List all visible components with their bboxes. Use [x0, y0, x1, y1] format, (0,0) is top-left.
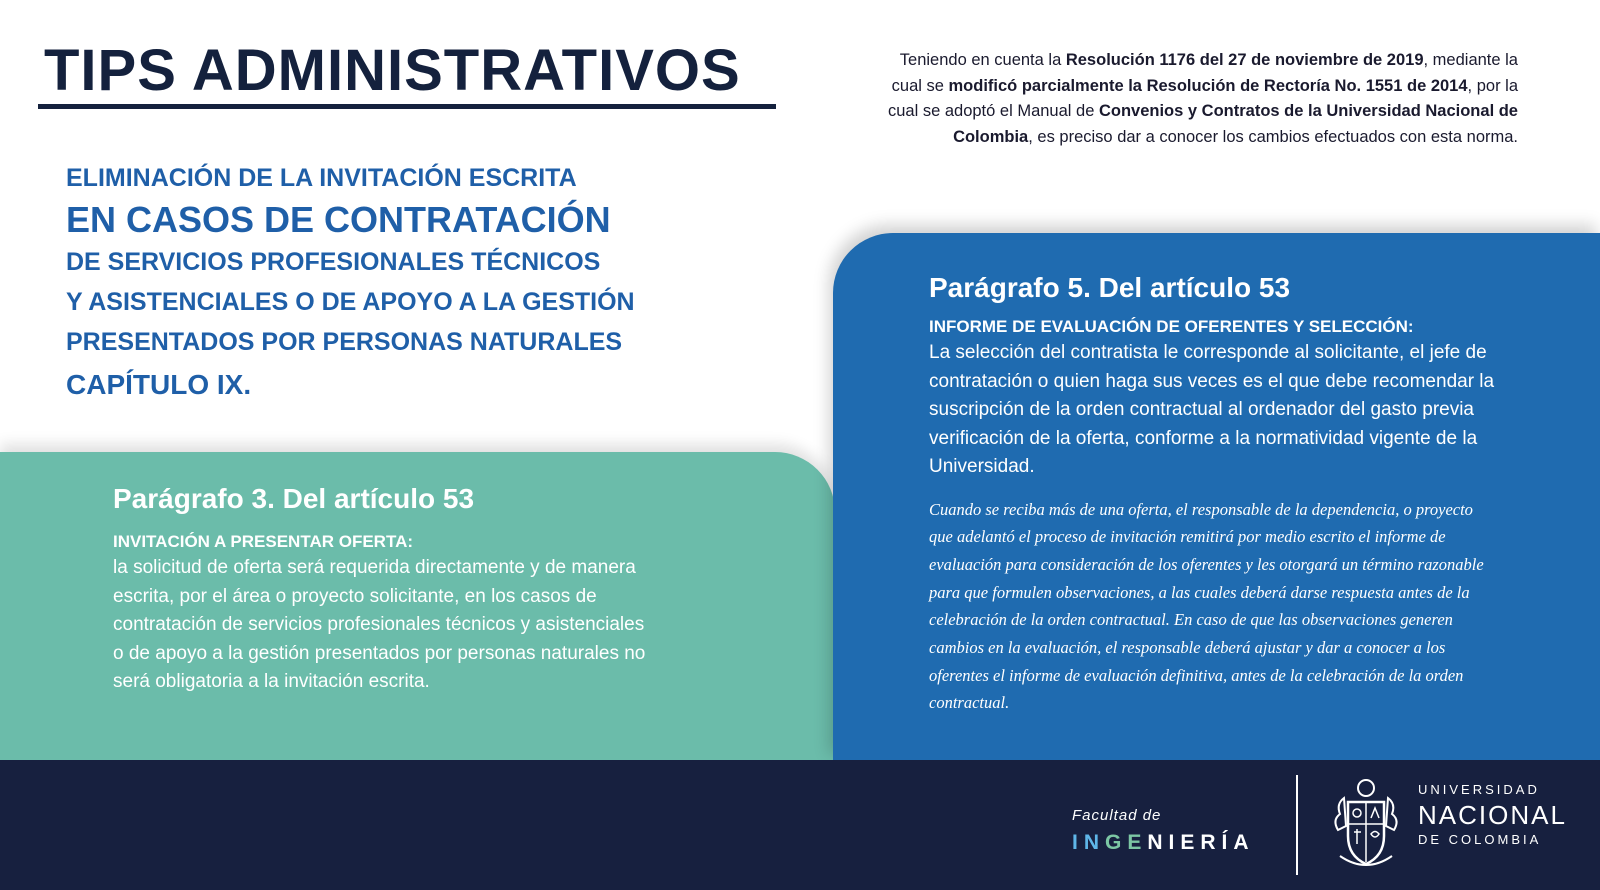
paragraph-3-heading: Parágrafo 3. Del artículo 53	[113, 483, 475, 514]
intro-text-3: , por la cual se adoptó el Manual de	[887, 76, 1518, 120]
paragraph-3-content	[113, 482, 653, 697]
university-crest-icon	[1326, 774, 1406, 874]
chapter-label: CAPÍTULO IX.	[66, 369, 252, 400]
faculty-logo	[1072, 806, 1255, 858]
footer	[0, 760, 1600, 890]
intro-bold-modification: modificó parcialmente la Resolución de Rectoría No. 1551 de 2014	[948, 76, 1468, 95]
intro-text-1: Teniendo en cuenta la	[899, 51, 1066, 69]
intro-bold-resolution: Resolución 1176 del 27 de noviembre de 2019	[1065, 51, 1424, 69]
subtitle-line-1: ELIMINACIÓN DE LA INVITACIÓN ESCRITA	[66, 164, 577, 192]
faculty-name-part-2: GE	[1105, 831, 1148, 854]
subtitle-line-3: DE SERVICIOS PROFESIONALES TÉCNICOS	[66, 248, 601, 276]
university-country: DE COLOMBIA	[1418, 832, 1542, 847]
university-logo-text	[1418, 782, 1567, 848]
faculty-name-part-1: IN	[1072, 831, 1105, 854]
page-title: TIPS ADMINISTRATIVOS	[44, 38, 741, 103]
intro-text-4: , es preciso dar a conocer los cambios efectuados con esta norma.	[1028, 127, 1518, 146]
intro-paragraph	[878, 48, 1518, 150]
paragraph-5-label: INFORME DE EVALUACIÓN DE OFERENTES Y SELECCIÓN:	[929, 317, 1414, 336]
paragraph-5-body: La selección del contratista le corresponde al solicitante, el jefe de contratación o quien haga sus veces es el que debe recomendar la suscripción de la orden contractual al ordenador del gasto previa verificación de la oferta, conforme a la normatividad vigente de la Universidad.	[929, 342, 1495, 477]
subtitle-line-2: EN CASOS DE CONTRATACIÓN	[66, 199, 611, 240]
university-name: NACIONAL	[1418, 800, 1567, 830]
title-underline	[38, 104, 776, 109]
subtitle	[66, 158, 635, 406]
subtitle-line-4: Y ASISTENCIALES O DE APOYO A LA GESTIÓN	[66, 288, 635, 316]
faculty-name	[1072, 828, 1255, 858]
university-label: UNIVERSIDAD	[1418, 782, 1540, 797]
paragraph-3-label: INVITACIÓN A PRESENTAR OFERTA:	[113, 532, 414, 551]
intro-bold-manual: Convenios y Contratos de la Universidad Nacional de Colombia	[953, 102, 1518, 146]
paragraph-3-card	[0, 452, 835, 762]
paragraph-5-card	[833, 233, 1600, 762]
faculty-name-part-3: NIERÍA	[1147, 831, 1255, 854]
intro-text-2: , mediante la cual se	[891, 51, 1518, 95]
footer-divider	[1296, 775, 1298, 875]
paragraph-5-note: Cuando se reciba más de una oferta, el responsable de la dependencia, o proyecto que adelantó el proceso de invitación remitirá por medio escrito el informe de evaluación para consideración de los oferentes y les otorgará un término razonable para que formulen observaciones, a las cuales deberá darse respuesta antes de la celebración de la orden contractual. En caso de que las observaciones generen cambios en la evaluación, el responsable deberá ajustar y dar a conocer a los oferentes el informe de evaluación definitiva, antes de la celebración de la orden contractual.	[929, 499, 1484, 713]
paragraph-3-body: la solicitud de oferta será requerida directamente y de manera escrita, por el área o proyecto solicitante, en los casos de contratación de servicios profesionales técnicos y asistenciales o de apoyo a la gestión presentados por personas naturales no será obligatoria a la invitación escrita.	[113, 557, 646, 692]
faculty-label: Facultad de	[1072, 807, 1162, 824]
paragraph-5-content	[929, 271, 1529, 717]
paragraph-5-heading: Parágrafo 5. Del artículo 53	[929, 272, 1291, 303]
subtitle-line-5: PRESENTADOS POR PERSONAS NATURALES	[66, 328, 623, 356]
